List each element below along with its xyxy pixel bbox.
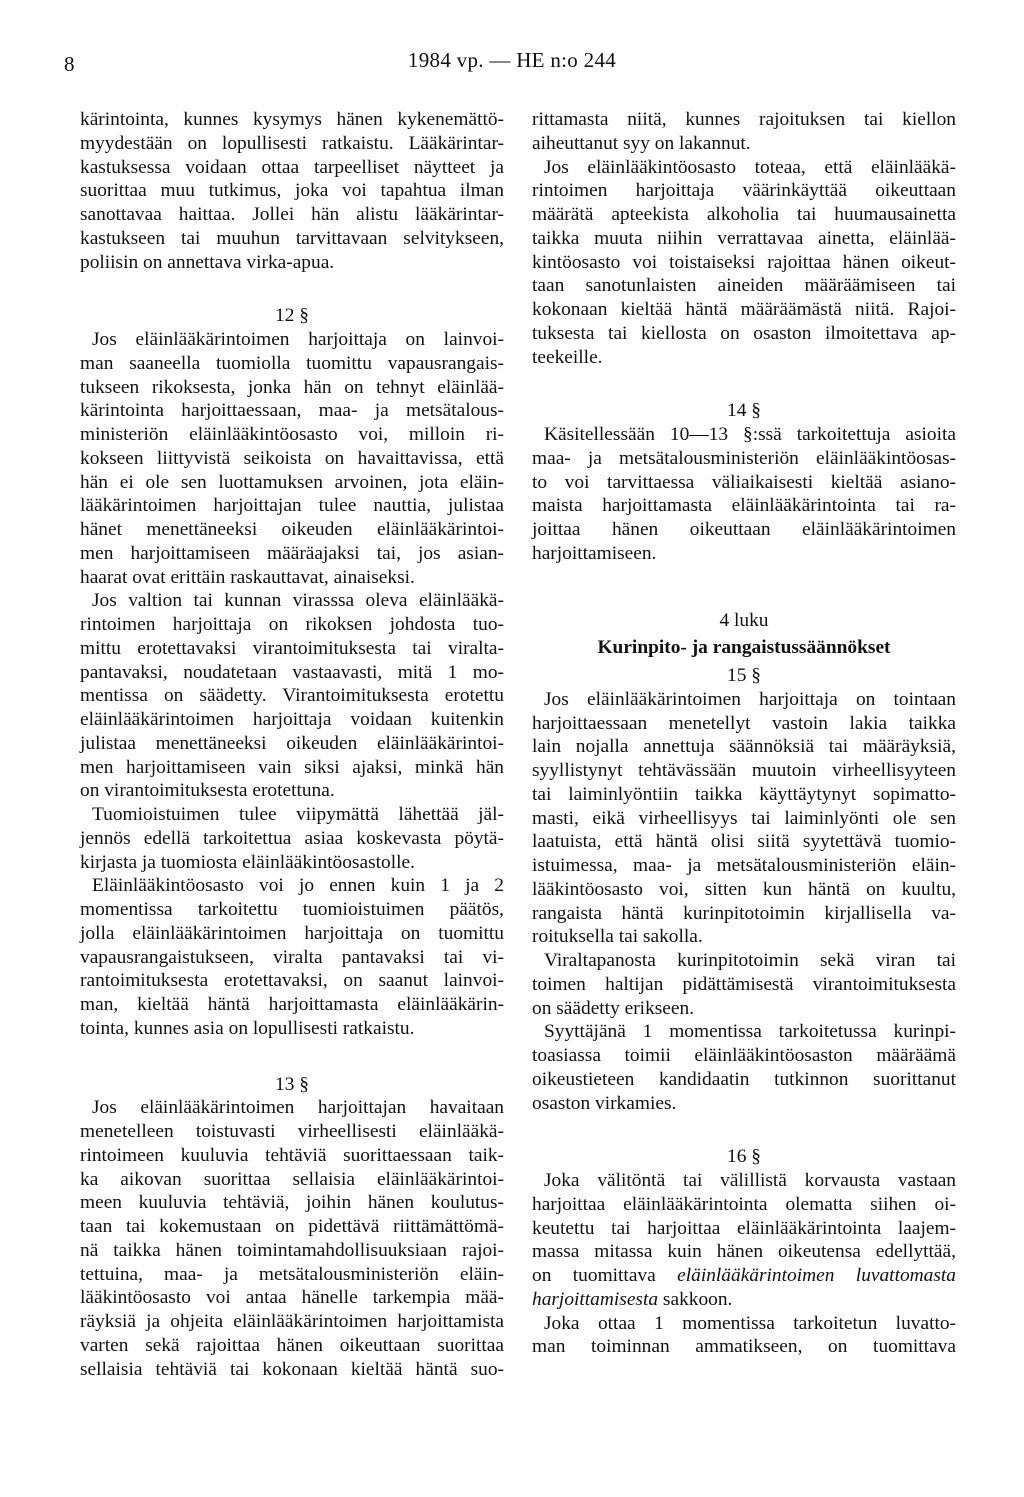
text-line: massa mitassa kuin hänen oikeutensa edellyttää,: [532, 1241, 956, 1263]
text-line: man saaneella tuomiolla tuomittu vapausrangais-: [80, 352, 504, 374]
text-line: ka aikovan suorittaa sellaisia eläinlääkärintoi-: [80, 1168, 504, 1190]
section-16-line-5: [532, 1264, 956, 1288]
text-line: määrätä apteekista alkoholia tai huumausainetta: [532, 204, 956, 225]
text-line: rintoimen harjoittaja on rikoksen johdosta tuo-: [80, 614, 504, 635]
text-line: maa- ja metsätalousministeriön eläinlääkintöosas-: [532, 447, 956, 469]
section-16-paragraph-1: [532, 1169, 956, 1312]
text-line: myydestään on lopullisesti ratkaistu. Lääkärintar-: [80, 132, 504, 154]
text-line: Joka välitöntä tai välillistä korvausta vastaan: [544, 1170, 956, 1191]
text-line: men harjoittamiseen vain siksi ajaksi, minkä hän: [80, 756, 504, 778]
text-line: kärintointa harjoittaessaan, maa- ja metsätalous-: [80, 400, 504, 422]
text-line: kokonaan kieltää häntä määräämästä niitä. Rajoi-: [532, 299, 956, 320]
text-line: jolla eläinlääkärintoimen harjoittaja on tuomittu: [80, 922, 504, 944]
section-13-paragraph-2: [532, 156, 956, 370]
s16-tail-italic: eläinlääkärintoimen luvattomasta: [677, 1265, 956, 1286]
section-12-paragraph-4: [80, 874, 504, 1040]
text-line: poliisin on annettava virka-apua.: [80, 251, 335, 273]
text-line: oikeustieteen kandidaatin tutkinnon suorittanut: [532, 1068, 956, 1090]
text-line: tettuina, maa- ja metsätalousministeriön eläin-: [80, 1263, 504, 1285]
text-line: taan tai kokemustaan on pidettävä riittämättömä-: [80, 1216, 504, 1237]
text-line: rintoimen harjoittaja väärinkäyttää oikeuttaan: [532, 180, 956, 202]
text-line: on virantoimituksesta erotettuna.: [80, 780, 335, 802]
text-line: Syyttäjänä 1 momentissa tarkoitetussa kurinpi-: [544, 1021, 956, 1043]
text-line: nä taikka hänen toimintamahdollisuuksiaan rajoi-: [80, 1239, 504, 1261]
text-line: pantavaksi, noudatetaan vastaavasti, mitä 1 mo-: [80, 661, 504, 683]
text-line: taan sanotunlaisten aineiden määräämiseen tai: [532, 275, 956, 297]
text-line: Jos eläinlääkintöosasto toteaa, että eläinlääkä-: [544, 156, 956, 178]
section-16-paragraph-1-lines: [532, 1169, 956, 1264]
text-line: momentissa tarkoitettu tuomioistuimen päätös,: [80, 899, 504, 920]
right-column: [532, 108, 956, 1359]
section-15-heading: 15 §: [727, 665, 761, 686]
text-line: kirjasta ja tuomiosta eläinlääkintöosastolle.: [80, 851, 415, 873]
text-line: istuimessa, maa- ja metsätalousministeriön eläin-: [532, 855, 956, 876]
text-line: kokseen liittyvistä seikoista on havaittavissa, että: [80, 447, 504, 469]
text-line: aiheuttanut syy on lakannut.: [532, 132, 751, 154]
text-line: sellaisia tehtäviä tai kokonaan kieltää häntä suo-: [80, 1358, 504, 1380]
text-line: joittaa hänen oikeuttaan eläinlääkärintoimen: [532, 519, 956, 540]
text-line: man, kieltää häntä harjoittamasta eläinlääkärin-: [80, 994, 504, 1015]
text-line: Käsitellessään 10—13 §:ssä tarkoitettuja asioita: [544, 424, 956, 445]
text-line: tukseen rikoksesta, jonka hän on tehnyt eläinlää-: [80, 376, 504, 398]
intro-paragraph: [80, 108, 504, 274]
chapter-number: 4 luku: [719, 609, 769, 631]
text-line: jennös edellä tarkoitettua asiaa koskevasta pöytä-: [80, 827, 504, 849]
text-line: syyllistynyt tehtävässään muutoin virheellisyyteen: [532, 760, 956, 781]
text-line: kastuksessa voidaan ottaa tarpeelliset näytteet ja: [80, 156, 504, 178]
text-line: teekeille.: [532, 346, 603, 368]
text-line: sanottavaa haittaa. Jollei hän alistu lääkärintar-: [80, 204, 504, 225]
text-line: lääkintöosasto voi antaa hänelle tarkempia mää-: [80, 1287, 504, 1309]
section-12-paragraph-3: [80, 803, 504, 874]
text-line: Jos eläinlääkärintoimen harjoittaja on lainvoi-: [92, 329, 504, 350]
section-12-paragraph-1: [80, 328, 504, 589]
section-15-paragraph-1: [532, 688, 956, 949]
text-line: men harjoittamiseen määräajaksi tai, jos asian-: [80, 542, 504, 564]
text-line: tuksesta tai kiellosta on osaston ilmoitettava ap-: [532, 322, 956, 344]
text-line: Eläinlääkintöosasto voi jo ennen kuin 1 ja 2: [92, 875, 504, 897]
section-13-continuation: [532, 108, 956, 156]
section-16-line-6: [532, 1288, 956, 1312]
text-line: taikka muuta niihin verrattavaa ainetta, eläinlää-: [532, 227, 956, 249]
running-title: 1984 vp. — HE n:o 244: [407, 48, 617, 72]
text-line: Joka ottaa 1 momentissa tarkoitetun luvatto-: [544, 1312, 956, 1334]
section-16-paragraph-2: [532, 1312, 956, 1360]
text-line: rintoimeen kuuluvia tehtäviä suorittaessaan taik-: [80, 1144, 504, 1166]
text-line: keutettu tai harjoittaa eläinlääkärintointa laajem-: [532, 1217, 956, 1239]
text-line: hänet menettäneeksi oikeuden eläinlääkärintoi-: [80, 519, 504, 540]
text-line: Viraltapanosta kurinpitotoimin sekä viran tai: [544, 950, 956, 971]
chapter-title: Kurinpito- ja rangaistussäännökset: [597, 637, 891, 659]
section-14-paragraph-1: [532, 423, 956, 566]
text-line: kintöosasto voi toistaiseksi rajoittaa hänen oikeut-: [532, 251, 956, 273]
left-column: [80, 108, 504, 1381]
text-line: osaston virkamies.: [532, 1092, 677, 1114]
text-line: maista harjoittamasta eläinlääkärintointa tai ra-: [532, 495, 956, 517]
text-line: suorittaa muu tutkimus, joka voi tapahtua ilman: [80, 180, 504, 202]
text-line: haarat ovat erittäin raskauttavat, ainaiseksi.: [80, 566, 415, 588]
section-14-heading: 14 §: [727, 400, 761, 422]
text-line: harjoittaessaan menetellyt vastoin lakia taikka: [532, 712, 956, 734]
section-13-paragraph-1: [80, 1096, 504, 1381]
text-line: eläinlääkärintoimen harjoittaja voidaan kuitenkin: [80, 709, 504, 730]
text-line: varten sekä rajoittaa hänen oikeuttaan suorittaa: [80, 1334, 504, 1356]
text-line: masti, eikä virheellisyys tai laiminlyönti ole sen: [532, 807, 956, 829]
text-line: vapausrangaistukseen, viralta pantavaksi tai vi-: [80, 946, 504, 968]
text-line: Tuomioistuimen tulee viipymättä lähettää jäl-: [92, 804, 504, 825]
text-line: toimen haltijan pidättämisestä virantoimituksesta: [532, 973, 956, 995]
section-12-heading: 12 §: [275, 305, 309, 327]
text-line: menetelleen toistuvasti virheellisesti eläinlääkä-: [80, 1121, 504, 1142]
text-line: toasiassa toimii eläinlääkintöosaston määräämä: [532, 1045, 956, 1066]
text-line: man toiminnan ammatikseen, on tuomittava: [532, 1336, 956, 1358]
text-line: lain nojalla annettuja säännöksiä tai määräyksiä,: [532, 736, 956, 758]
s16-tail-pre: on tuomittava: [532, 1265, 678, 1286]
text-line: on säädetty erikseen.: [532, 997, 695, 1019]
text-line: to voi tarvittaessa väliaikaisesti kieltää asiano-: [532, 471, 956, 493]
text-line: roituksella tai sakolla.: [532, 926, 703, 948]
text-line: meen kuuluvia tehtäviä, joihin hänen koulutus-: [80, 1192, 504, 1214]
text-line: rangaista häntä kurinpitotoimin kirjallisella va-: [532, 902, 956, 924]
text-line: kastukseen tai muuhun tarvittavaan selvitykseen,: [80, 227, 504, 249]
text-line: rantoimituksesta erotettavaksi, on saanut lainvoi-: [80, 970, 504, 992]
text-line: tointa, kunnes asia on lopullisesti ratkaistu.: [80, 1017, 415, 1039]
section-12-paragraph-2: [80, 589, 504, 803]
text-line: mittu erotettavaksi virantoimituksesta tai viralta-: [80, 637, 504, 659]
page-number: 8: [64, 52, 75, 76]
text-line: räyksiä ja ohjeita eläinlääkärintoimen harjoittamista: [80, 1311, 504, 1332]
text-line: harjoittaa eläinlääkärintointa olematta siihen oi-: [532, 1193, 956, 1215]
text-line: tai laiminlyöntiin taikka käyttäytynyt sopimatto-: [532, 783, 956, 805]
s16-last-post: sakkoon.: [658, 1288, 733, 1310]
section-16-heading: 16 §: [727, 1146, 761, 1168]
text-line: Jos eläinlääkärintoimen harjoittajan havaitaan: [92, 1097, 504, 1119]
text-line: kärintointa, kunnes kysymys hänen kykenemättö-: [80, 109, 504, 130]
text-line: hän ei ole sen luottamuksen arvoinen, jota eläin-: [80, 471, 504, 493]
text-line: Jos eläinlääkärintoimen harjoittaja on tointaan: [544, 688, 956, 710]
section-13-heading: 13 §: [275, 1073, 309, 1095]
section-15-paragraph-3: [532, 1020, 956, 1115]
s16-last-italic: harjoittamisesta: [532, 1288, 659, 1310]
text-line: Jos valtion tai kunnan virasssa oleva eläinlääkä-: [92, 590, 504, 612]
text-line: laatuista, että häntä olisi siitä syytettävä tuomio-: [532, 831, 956, 853]
text-line: julistaa menettäneeksi oikeuden eläinlääkärintoi-: [80, 732, 504, 754]
text-line: lääkintöosasto voi, sitten kun häntä on kuultu,: [532, 878, 956, 900]
section-15-paragraph-2: [532, 949, 956, 1020]
text-line: mentissa on säädetty. Virantoimituksesta erotettu: [80, 685, 504, 707]
text-line: rittamasta niitä, kunnes rajoituksen tai kiellon: [532, 109, 956, 130]
text-line: harjoittamiseen.: [532, 542, 657, 564]
text-line: lääkärintoimen harjoittajan tulee nauttia, julistaa: [80, 495, 504, 517]
text-line: ministeriön eläinlääkintöosasto voi, milloin ri-: [80, 424, 504, 445]
